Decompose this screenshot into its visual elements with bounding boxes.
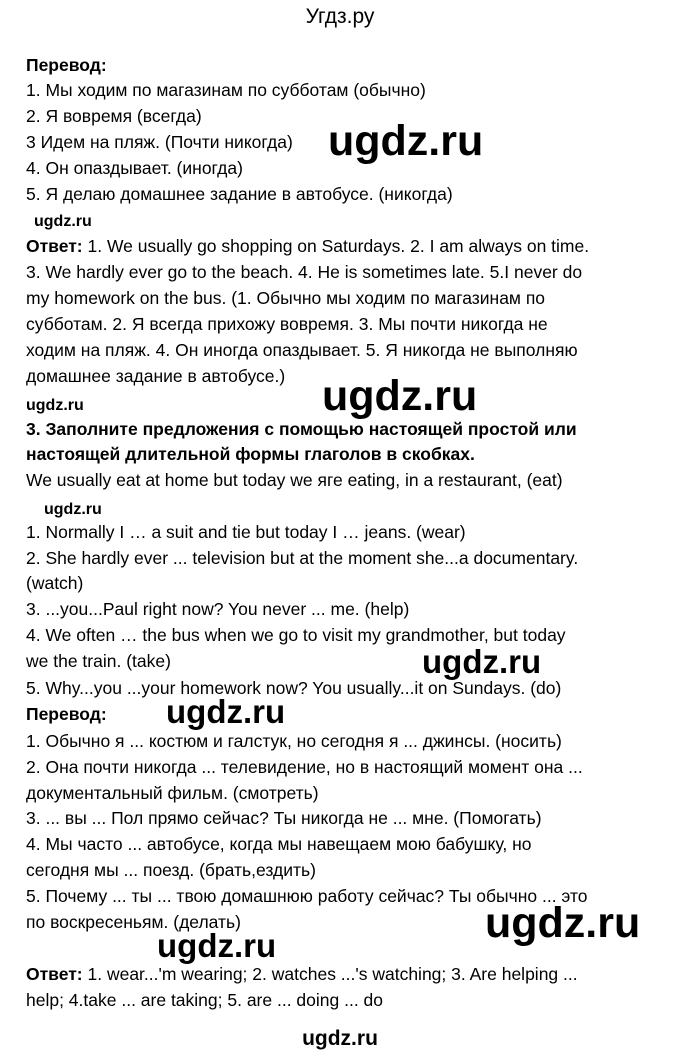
- translation-line: по воскресеньям. (делать): [26, 912, 241, 932]
- translation-line: 5. Почему ... ты ... твою домашнюю работу сейчас? Ты обычно ... это: [26, 886, 588, 906]
- translation-line: документальный фильм. (смотреть): [26, 783, 319, 803]
- exercise-example: We usually eat at home but today we яге eating, in a restaurant, (eat): [26, 470, 563, 490]
- watermark: ugdz.ru: [166, 693, 286, 730]
- answer-line: help; 4.take ... are taking; 5. are ... doing ... do: [26, 990, 384, 1010]
- exercise-item: 1. Normally I … a suit and tie but today I … jeans. (wear): [26, 522, 466, 542]
- watermark: ugdz.ru: [328, 117, 484, 165]
- translation-line: 2. Я вовремя (всегда): [26, 106, 202, 126]
- watermark: ugdz.ru: [34, 213, 92, 230]
- translation-line: сегодня мы ... поезд. (брать,ездить): [26, 860, 316, 880]
- exercise-item: (watch): [26, 573, 84, 593]
- watermark: ugdz.ru: [322, 372, 478, 420]
- exercise-item: 4. We often … the bus when we go to visit my grandmother, but today: [26, 625, 566, 645]
- watermark: ugdz.ru: [485, 899, 641, 947]
- site-footer: ugdz.ru: [302, 1027, 378, 1050]
- exercise-item: 5. Why...you ...your homework now? You usually...it on Sundays. (do): [26, 678, 562, 698]
- translation-line: 1. Обычно я ... костюм и галстук, но сегодня я ... джинсы. (носить): [26, 731, 562, 751]
- answer-line: 3. We hardly ever go to the beach. 4. He is sometimes late. 5.I never do: [26, 262, 583, 282]
- perevod-label-2: Перевод:: [26, 704, 107, 724]
- answer-line: субботам. 2. Я всегда прихожу вовремя. 3. Мы почти никогда не: [26, 314, 548, 334]
- watermark: ugdz.ru: [422, 643, 542, 680]
- answer-text: 1. We usually go shopping on Saturdays. 2. I am always on time.: [82, 236, 590, 256]
- translation-line: 1. Мы ходим по магазинам по субботам (обычно): [26, 80, 426, 100]
- exercise-title: 3. Заполните предложения с помощью настоящей простой или: [26, 419, 577, 439]
- translation-line: 3 Идем на пляж. (Почти никогда): [26, 132, 293, 152]
- answer-line: домашнее задание в автобусе.): [26, 366, 286, 386]
- answer-line: ходим на пляж. 4. Он иногда опаздывает. 5. Я никогда не выполняю: [26, 340, 578, 360]
- perevod-label-1: Перевод:: [26, 55, 107, 75]
- watermark: ugdz.ru: [26, 397, 84, 414]
- otvet-label-2: Ответ:: [26, 964, 83, 984]
- answer-text: 1. wear...'m wearing; 2. watches ...'s watching; 3. Are helping ...: [82, 964, 578, 984]
- translation-line: 4. Он опаздывает. (иногда): [26, 158, 243, 178]
- translation-line: 3. ... вы ... Пол прямо сейчас? Ты никогда не ... мне. (Помогать): [26, 808, 542, 828]
- exercise-item: we the train. (take): [26, 651, 171, 671]
- translation-line: 5. Я делаю домашнее задание в автобусе. (никогда): [26, 184, 453, 204]
- answer-line-1: [26, 236, 589, 257]
- answer-line: my homework on the bus. (1. Обычно мы ходим по магазинам по: [26, 288, 546, 308]
- exercise-item: 3. ...you...Paul right now? You never ... me. (help): [26, 599, 410, 619]
- translation-line: 4. Мы часто ... автобусе, когда мы навещаем мою бабушку, но: [26, 834, 532, 854]
- exercise-item: 2. She hardly ever ... television but at the moment she...a documentary.: [26, 548, 579, 568]
- translation-line: 2. Она почти никогда ... телевидение, но в настоящий момент она ...: [26, 757, 583, 777]
- answer-line-2: [26, 964, 578, 985]
- otvet-label-1: Ответ:: [26, 236, 83, 256]
- watermark: ugdz.ru: [157, 927, 277, 964]
- site-header: Угдз.ру: [305, 5, 375, 28]
- exercise-title: настоящей длительной формы глаголов в скобках.: [26, 444, 475, 464]
- watermark: ugdz.ru: [44, 501, 102, 518]
